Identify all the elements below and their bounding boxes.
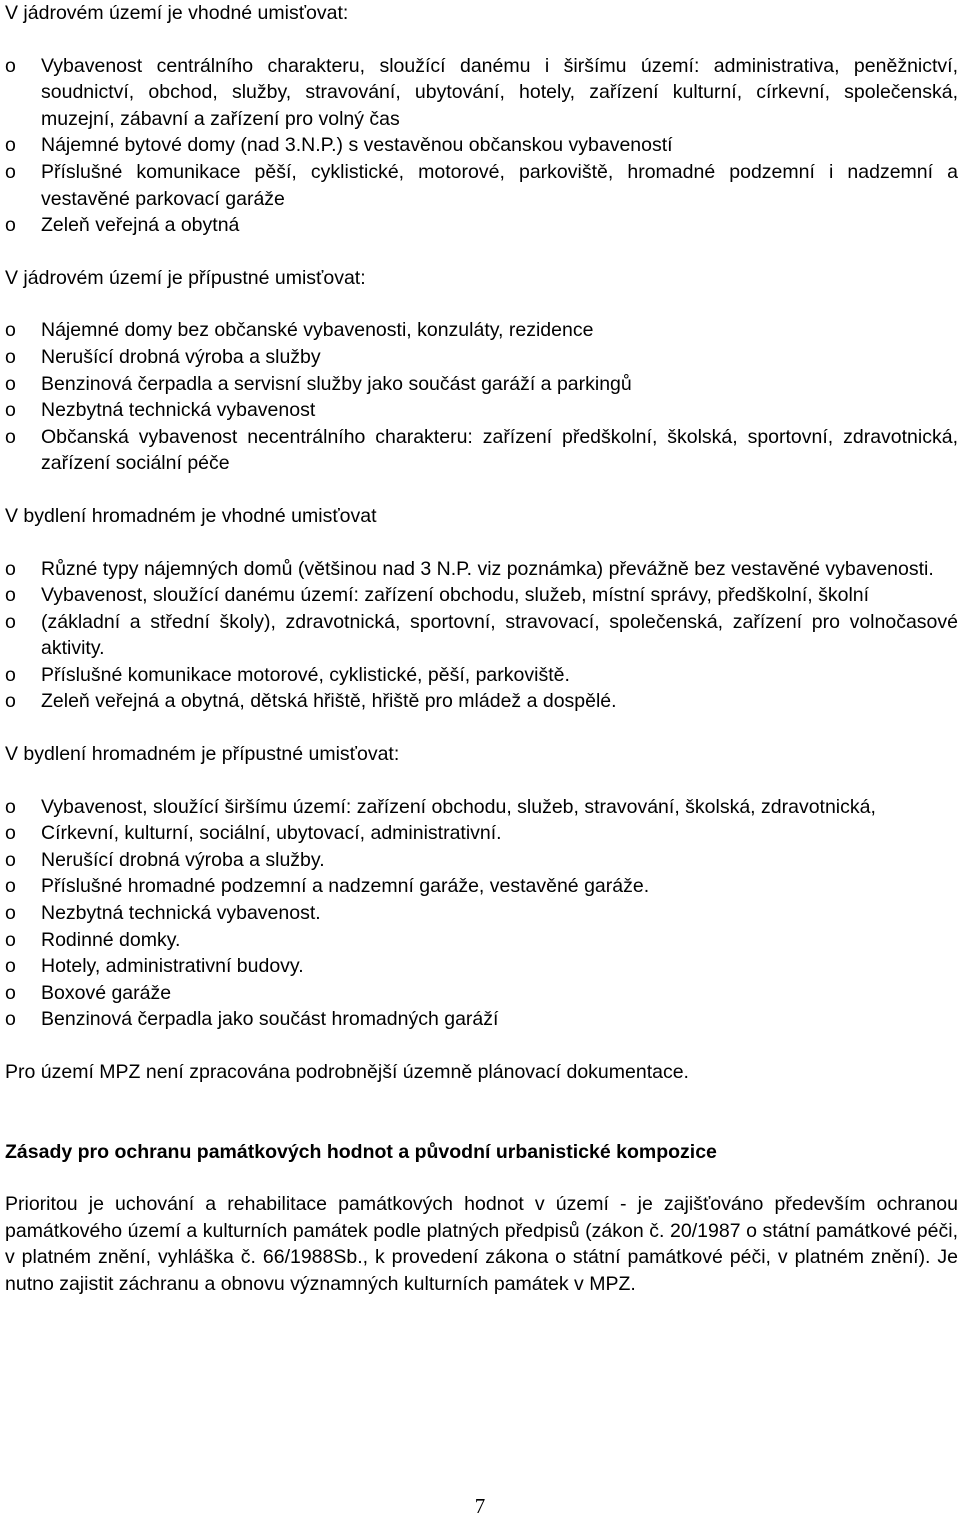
bullet-marker: o xyxy=(5,981,16,1004)
list-item: o Hotely, administrativní budovy. xyxy=(5,953,958,980)
bullet-marker: o xyxy=(5,54,16,77)
list-core-permissible xyxy=(5,317,958,477)
bullet-marker: o xyxy=(5,557,16,580)
list-item: o Rodinné domky. xyxy=(5,927,958,954)
bullet-marker: o xyxy=(5,372,16,395)
bullet-marker: o xyxy=(5,848,16,871)
bullet-marker: o xyxy=(5,584,16,607)
list-item: o Zeleň veřejná a obytná, dětská hřiště, hřiště pro mládež a dospělé. xyxy=(5,688,958,715)
bullet-marker: o xyxy=(5,610,16,633)
list-item: o Vybavenost, sloužící širšímu území: zařízení obchodu, služeb, stravování, školská, zdravotnická, xyxy=(5,794,958,821)
bullet-marker: o xyxy=(5,214,16,237)
bullet-marker: o xyxy=(5,319,16,342)
list-item: o Vybavenost, sloužící danému území: zařízení obchodu, služeb, místní správy, předškolní, školní xyxy=(5,582,958,609)
bullet-marker: o xyxy=(5,822,16,845)
bullet-marker: o xyxy=(5,690,16,713)
principles-heading: Zásady pro ochranu památkových hodnot a původní urbanistické kompozice xyxy=(5,1140,717,1163)
bullet-marker: o xyxy=(5,795,16,818)
bullet-marker: o xyxy=(5,902,16,925)
list-item: o Nájemné domy bez občanské vybavenosti, konzuláty, rezidence xyxy=(5,317,958,344)
bullet-marker: o xyxy=(5,955,16,978)
list-item: o Nájemné bytové domy (nad 3.N.P.) s vestavěnou občanskou vybaveností xyxy=(5,132,958,159)
principles-paragraph: Prioritou je uchování a rehabilitace památkových hodnot v území - je zajišťováno především ochranou památkového území a kulturních památek podle platných předpisů (zákon č. 20/1987 o státní památkové péči, v platném znění, vyhláška č. 66/1988Sb., k provedení zákona o státní památkové péči, v platném znění). Je nutno zajistit záchranu a obnovu významných kulturních památek v MPZ. xyxy=(5,1193,958,1295)
list-item: o Nerušící drobná výroba a služby. xyxy=(5,847,958,874)
list-item: o Různé typy nájemných domů (většinou nad 3 N.P. viz poznámka) převážně bez vestavěné vybavenosti. xyxy=(5,556,958,583)
bullet-marker: o xyxy=(5,134,16,157)
list-housing-permissible xyxy=(5,794,958,1033)
mpz-note: Pro území MPZ není zpracována podrobnější územně plánovací dokumentace. xyxy=(5,1061,689,1083)
section-heading-housing-permissible: V bydlení hromadném je přípustné umisťovat: xyxy=(5,743,400,766)
list-item: o Občanská vybavenost necentrálního charakteru: zařízení předškolní, školská, sportovní, zdravotnická, zařízení sociální péče xyxy=(5,425,958,475)
bullet-marker: o xyxy=(5,663,16,686)
list-item: o Příslušné hromadné podzemní a nadzemní garáže, vestavěné garáže. xyxy=(5,873,958,900)
bullet-marker: o xyxy=(5,875,16,898)
page-number: 7 xyxy=(474,1494,486,1518)
bullet-marker: o xyxy=(5,928,16,951)
list-item: o Benzinová čerpadla a servisní služby jako součást garáží a parkingů xyxy=(5,371,958,398)
list-item: o Příslušné komunikace motorové, cyklistické, pěší, parkoviště. xyxy=(5,662,958,689)
list-core-suitable xyxy=(5,53,958,239)
section-heading-core-permissible: V jádrovém území je přípustné umisťovat: xyxy=(5,266,366,289)
bullet-marker: o xyxy=(5,160,16,183)
list-item: o Příslušné komunikace pěší, cyklistické, motorové, parkoviště, hromadné podzemní i nadzemní a vestavěné parkovací garáže xyxy=(5,160,958,210)
list-housing-suitable xyxy=(5,556,958,716)
list-item: o (základní a střední školy), zdravotnická, sportovní, stravovací, společenská, zařízení pro volnočasové aktivity. xyxy=(5,610,958,660)
list-item: o Nerušící drobná výroba a služby xyxy=(5,344,958,371)
list-item: o Církevní, kulturní, sociální, ubytovací, administrativní. xyxy=(5,820,958,847)
bullet-marker: o xyxy=(5,1008,16,1031)
section-heading-housing-suitable: V bydlení hromadném je vhodné umisťovat xyxy=(5,504,377,527)
list-item: o Nezbytná technická vybavenost xyxy=(5,397,958,424)
list-item: o Zeleň veřejná a obytná xyxy=(5,212,958,239)
document-page xyxy=(5,0,958,1298)
list-item: o Boxové garáže xyxy=(5,980,958,1007)
bullet-marker: o xyxy=(5,399,16,422)
list-item: o Vybavenost centrálního charakteru, sloužící danému i širšímu území: administrativa, peněžnictví, soudnictví, obchod, služby, stravování, ubytování, hotely, zařízení kulturní, církevní, společenská, muzejní, zábavní a zařízení pro volný čas xyxy=(5,54,958,130)
bullet-marker: o xyxy=(5,425,16,448)
list-item: o Nezbytná technická vybavenost. xyxy=(5,900,958,927)
section-heading-core-suitable: V jádrovém území je vhodné umisťovat: xyxy=(5,2,349,24)
bullet-marker: o xyxy=(5,345,16,368)
list-item: o Benzinová čerpadla jako součást hromadných garáží xyxy=(5,1006,958,1033)
